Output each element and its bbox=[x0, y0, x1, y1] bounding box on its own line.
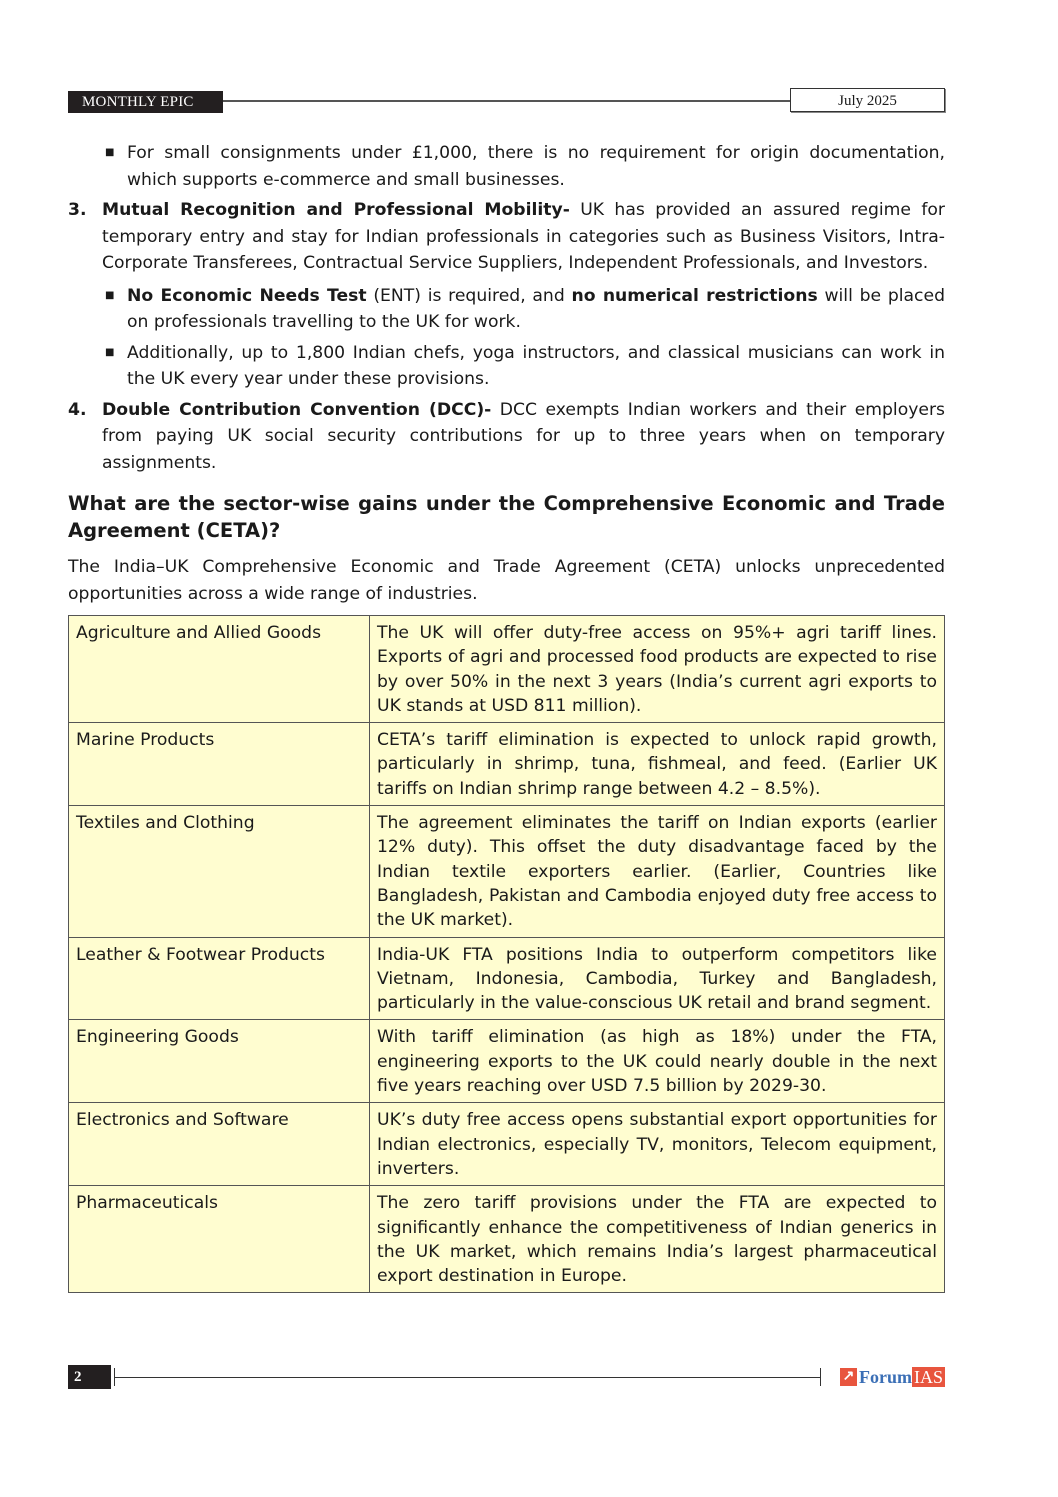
page-content bbox=[68, 140, 945, 1293]
list-item: ■ For small consignments under £1,000, there is no requirement for origin documentation, which supports e-commerce and small businesses. bbox=[68, 140, 945, 193]
table-row: Marine Products CETA’s tariff elimination is expected to unlock rapid growth, particularly in shrimp, tuna, fishmeal, and feed. (Earlier UK tariffs on Indian shrimp range between 4.2 – 8.5%). bbox=[69, 723, 945, 806]
table-row: Textiles and Clothing The agreement eliminates the tariff on Indian exports (earlier 12% duty). This offset the duty disadvantage faced by the Indian textile exporters earlier. (Earlier, Countries like Bangladesh, Pakistan and Cambodia enjoyed duty free access to the UK market). bbox=[69, 806, 945, 937]
footer-tick bbox=[820, 1368, 821, 1386]
numbered-point-4: 4. Double Contribution Convention (DCC)- DCC exempts Indian workers and their employers from paying UK social security contributions for up to three years when on temporary assignments. bbox=[68, 399, 945, 473]
page-header bbox=[68, 88, 945, 114]
bullet-icon: ■ bbox=[105, 289, 115, 301]
point-title: Mutual Recognition and Professional Mobility- bbox=[102, 200, 570, 220]
header-rule bbox=[223, 100, 790, 102]
table-row: Engineering Goods With tariff elimination (as high as 18%) under the FTA, engineering exports to the UK could nearly double in the next five years reaching over USD 7.5 billion by 2029-30. bbox=[69, 1020, 945, 1103]
list-item: ■ No Economic Needs Test (ENT) is required, and no numerical restrictions will be placed on professionals travelling to the UK for work. bbox=[68, 283, 945, 336]
arrow-icon: ↗ bbox=[840, 1368, 857, 1386]
table-row: Pharmaceuticals The zero tariff provisions under the FTA are expected to significantly enhance the competitiveness of Indian generics in the UK market, which remains India’s largest pharmaceutical export destination in Europe. bbox=[69, 1186, 945, 1293]
footer-rule bbox=[115, 1377, 820, 1378]
forumias-logo: ↗ Forum IAS bbox=[840, 1367, 945, 1387]
point-title: Double Contribution Convention (DCC)- bbox=[102, 399, 492, 420]
bullet-icon: ■ bbox=[105, 346, 115, 358]
table-row: Leather & Footwear Products India-UK FTA positions India to outperform competitors like Vietnam, Indonesia, Cambodia, Turkey and Bangladesh, particularly in the value-conscious UK retail and brand segment. bbox=[69, 937, 945, 1020]
issue-date: July 2025 bbox=[790, 88, 945, 112]
list-item: ■ Additionally, up to 1,800 Indian chefs, yoga instructors, and classical musicians can work in the UK every year under these provisions. bbox=[68, 340, 945, 393]
section-intro: The India–UK Comprehensive Economic and Trade Agreement (CETA) unlocks unprecedented opportunities across a wide range of industries. bbox=[68, 557, 945, 604]
bullet-icon: ■ bbox=[105, 147, 115, 158]
table-row: Electronics and Software UK’s duty free access opens substantial export opportunities for Indian electronics, especially TV, monitors, Telecom equipment, inverters. bbox=[69, 1103, 945, 1186]
page-footer bbox=[68, 1365, 945, 1390]
section-heading: What are the sector-wise gains under the Comprehensive Economic and Trade Agreement (CETA)? bbox=[68, 492, 945, 542]
page-number: 2 bbox=[68, 1365, 111, 1389]
publication-tag: MONTHLY EPIC bbox=[68, 91, 223, 113]
numbered-point-3: 3. Mutual Recognition and Professional Mobility- UK has provided an assured regime for temporary entry and stay for Indian professionals in categories such as Business Visitors, Intra-Corporate Transferees, Contractual Service Suppliers, Independent Professionals, and Investors. bbox=[68, 200, 945, 273]
sector-gains-table bbox=[68, 615, 945, 1293]
table-row: Agriculture and Allied Goods The UK will offer duty-free access on 95%+ agri tariff lines. Exports of agri and processed food products are expected to rise by over 50% in the next 3 years (India’s current agri exports to UK stands at USD 811 million). bbox=[69, 616, 945, 723]
